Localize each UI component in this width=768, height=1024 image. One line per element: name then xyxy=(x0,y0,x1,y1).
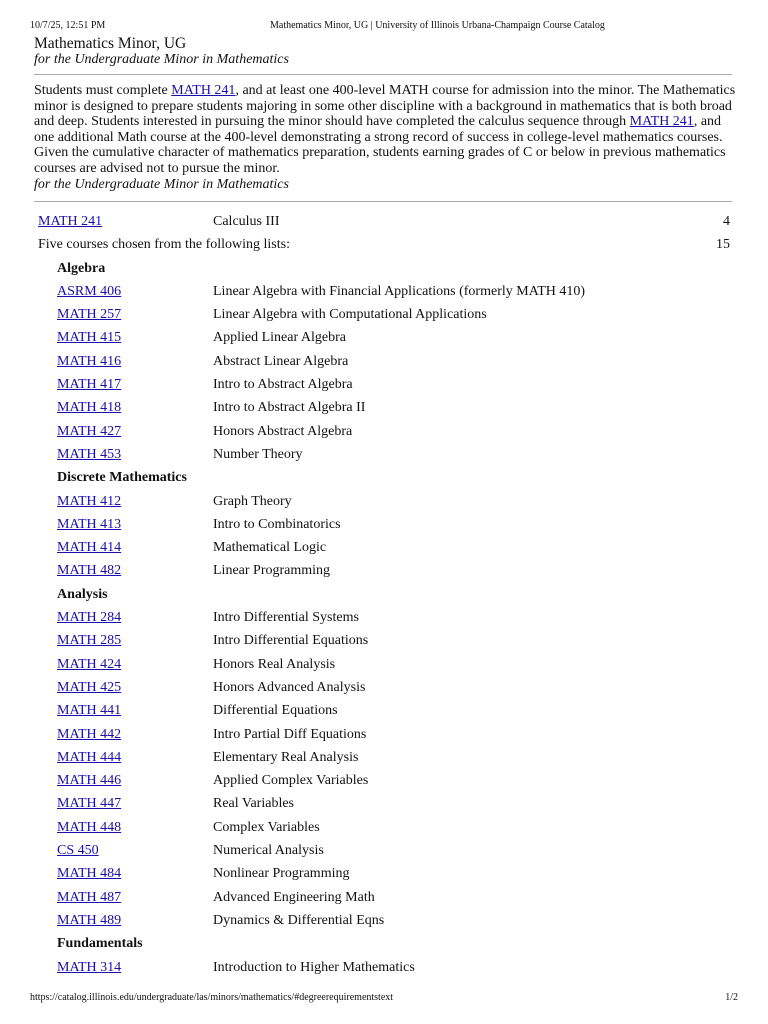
group-name: Analysis xyxy=(57,586,108,602)
course-code-link[interactable]: MATH 424 xyxy=(57,656,122,672)
course-code-link[interactable]: MATH 418 xyxy=(57,400,122,416)
course-row xyxy=(34,769,734,792)
group-name: Fundamentals xyxy=(57,936,143,952)
course-code-link[interactable]: MATH 284 xyxy=(57,610,122,626)
course-title: Abstract Linear Algebra xyxy=(213,353,349,369)
course-row xyxy=(34,629,734,652)
course-title: Linear Programming xyxy=(213,563,331,579)
course-code-link[interactable]: MATH 416 xyxy=(57,353,122,369)
print-url: https://catalog.illinois.edu/undergraduate/las/minors/mathematics/#degreerequirementstext xyxy=(30,992,394,1003)
print-page-title: Mathematics Minor, UG | University of Illinois Urbana-Champaign Course Catalog xyxy=(270,20,605,31)
course-code-link[interactable]: MATH 446 xyxy=(57,773,122,789)
course-row xyxy=(34,886,734,909)
course-code-link[interactable]: MATH 448 xyxy=(57,819,122,835)
course-code-link[interactable]: MATH 453 xyxy=(57,446,122,462)
divider xyxy=(34,74,732,75)
course-row xyxy=(34,909,734,932)
course-title: Introduction to Higher Mathematics xyxy=(213,959,415,975)
course-code-link[interactable]: MATH 484 xyxy=(57,866,122,882)
course-row xyxy=(34,676,734,699)
course-title: Intro to Combinatorics xyxy=(213,516,341,532)
page-title: Mathematics Minor, UG xyxy=(34,35,187,52)
course-row xyxy=(34,303,734,326)
course-title: Linear Algebra with Financial Applications (formerly MATH 410) xyxy=(213,283,586,299)
print-header xyxy=(30,19,738,33)
intro-text-part: , and one additional Math course at the 400-level demonstrating a strong record of success in college-level mathematics courses. Given the cumulative character of mathematics preparation, students earning grades of C or below in previous mathematics courses are advised not to pursue the minor. xyxy=(34,114,726,176)
print-footer xyxy=(30,991,738,1005)
course-row xyxy=(34,606,734,629)
course-row xyxy=(34,373,734,396)
course-list xyxy=(34,210,734,979)
math-241-link[interactable]: MATH 241 xyxy=(171,83,236,98)
choose-hours: 15 xyxy=(716,237,730,253)
math-241-link[interactable]: MATH 241 xyxy=(629,114,694,130)
course-row xyxy=(34,443,734,466)
course-row xyxy=(34,746,734,769)
course-title: Elementary Real Analysis xyxy=(213,749,359,765)
course-title: Honors Advanced Analysis xyxy=(213,679,366,695)
course-title: Applied Complex Variables xyxy=(213,773,369,789)
course-code-link[interactable]: MATH 489 xyxy=(57,912,122,928)
course-code-link[interactable]: MATH 447 xyxy=(57,796,122,812)
page-number: 1/2 xyxy=(725,992,738,1003)
course-title: Nonlinear Programming xyxy=(213,866,350,882)
course-code-link[interactable]: CS 450 xyxy=(57,843,99,859)
course-code-link[interactable]: MATH 425 xyxy=(57,679,122,695)
divider xyxy=(34,201,732,202)
course-hours: 4 xyxy=(723,214,730,229)
course-code-link[interactable]: MATH 442 xyxy=(57,726,122,742)
course-row xyxy=(34,839,734,862)
print-datetime: 10/7/25, 12:51 PM xyxy=(30,20,106,31)
course-code-link[interactable]: MATH 412 xyxy=(57,493,122,509)
course-title: Differential Equations xyxy=(213,703,338,719)
course-title: Intro Partial Diff Equations xyxy=(213,726,367,742)
course-title: Intro to Abstract Algebra II xyxy=(213,400,366,416)
course-row xyxy=(34,490,734,513)
course-row xyxy=(34,536,734,559)
course-title: Linear Algebra with Computational Applications xyxy=(213,307,487,323)
course-code-link[interactable]: MATH 417 xyxy=(57,377,122,393)
course-code-link[interactable]: MATH 257 xyxy=(57,307,122,323)
course-row xyxy=(34,956,734,979)
course-title: Applied Linear Algebra xyxy=(213,330,346,346)
course-row xyxy=(34,653,734,676)
course-title: Honors Abstract Algebra xyxy=(213,423,353,439)
group-name: Algebra xyxy=(57,260,106,276)
course-code-link[interactable]: MATH 415 xyxy=(57,330,122,346)
intro-text-part: , and at least one 400-level MATH course for admission into the minor. The Mathematics minor is designed to prepare students majoring in some other discipline with a background in mathematics that is both broad and deep. Students interested in pursuing the minor should have completed the calculus sequence through xyxy=(34,83,736,130)
page-subtitle: for the Undergraduate Minor in Mathematics xyxy=(34,52,289,67)
course-title: Intro Differential Systems xyxy=(213,610,359,626)
course-code-link[interactable]: MATH 413 xyxy=(57,516,122,532)
course-code-link[interactable]: MATH 444 xyxy=(57,749,122,765)
course-title: Numerical Analysis xyxy=(213,843,324,859)
course-group-heading xyxy=(34,257,734,280)
course-row xyxy=(34,280,734,303)
course-row xyxy=(34,699,734,722)
course-group-heading xyxy=(34,466,734,489)
intro-subtitle: for the Undergraduate Minor in Mathematics xyxy=(34,176,289,192)
course-row xyxy=(34,723,734,746)
page-heading xyxy=(34,35,734,68)
course-row xyxy=(34,862,734,885)
course-group-heading xyxy=(34,583,734,606)
intro-text-part: Students must complete xyxy=(34,83,172,98)
course-title: Honors Real Analysis xyxy=(213,656,336,672)
intro-text xyxy=(34,83,736,192)
course-title: Real Variables xyxy=(213,796,294,812)
course-code-link[interactable]: MATH 482 xyxy=(57,563,122,579)
course-row xyxy=(34,792,734,815)
course-title: Complex Variables xyxy=(213,819,320,835)
course-code-link[interactable]: MATH 427 xyxy=(57,423,122,439)
course-row xyxy=(34,816,734,839)
course-title: Dynamics & Differential Eqns xyxy=(213,912,385,928)
course-code-link[interactable]: MATH 414 xyxy=(57,540,122,556)
course-title: Intro Differential Equations xyxy=(213,633,369,649)
course-row xyxy=(34,420,734,443)
course-title: Graph Theory xyxy=(213,493,292,509)
intro-paragraph xyxy=(34,83,736,177)
course-title: Advanced Engineering Math xyxy=(213,889,375,905)
course-group-heading xyxy=(34,932,734,955)
course-row xyxy=(34,326,734,349)
course-row xyxy=(34,513,734,536)
course-row xyxy=(34,350,734,373)
course-code-link[interactable]: MATH 241 xyxy=(38,214,103,229)
course-code-link[interactable]: MATH 441 xyxy=(57,703,122,719)
choose-note: Five courses chosen from the following lists: xyxy=(38,237,290,253)
course-row xyxy=(34,559,734,582)
group-name: Discrete Mathematics xyxy=(57,470,187,486)
choose-row xyxy=(34,233,734,256)
course-title: Number Theory xyxy=(213,446,303,462)
course-code-link[interactable]: MATH 285 xyxy=(57,633,122,649)
course-title: Mathematical Logic xyxy=(213,540,327,556)
course-title: Intro to Abstract Algebra xyxy=(213,377,353,393)
course-row xyxy=(34,396,734,419)
course-code-link[interactable]: MATH 314 xyxy=(57,959,122,975)
course-code-link[interactable]: MATH 487 xyxy=(57,889,122,905)
course-title: Calculus III xyxy=(213,214,280,229)
course-row xyxy=(34,210,734,233)
course-code-link[interactable]: ASRM 406 xyxy=(57,283,122,299)
